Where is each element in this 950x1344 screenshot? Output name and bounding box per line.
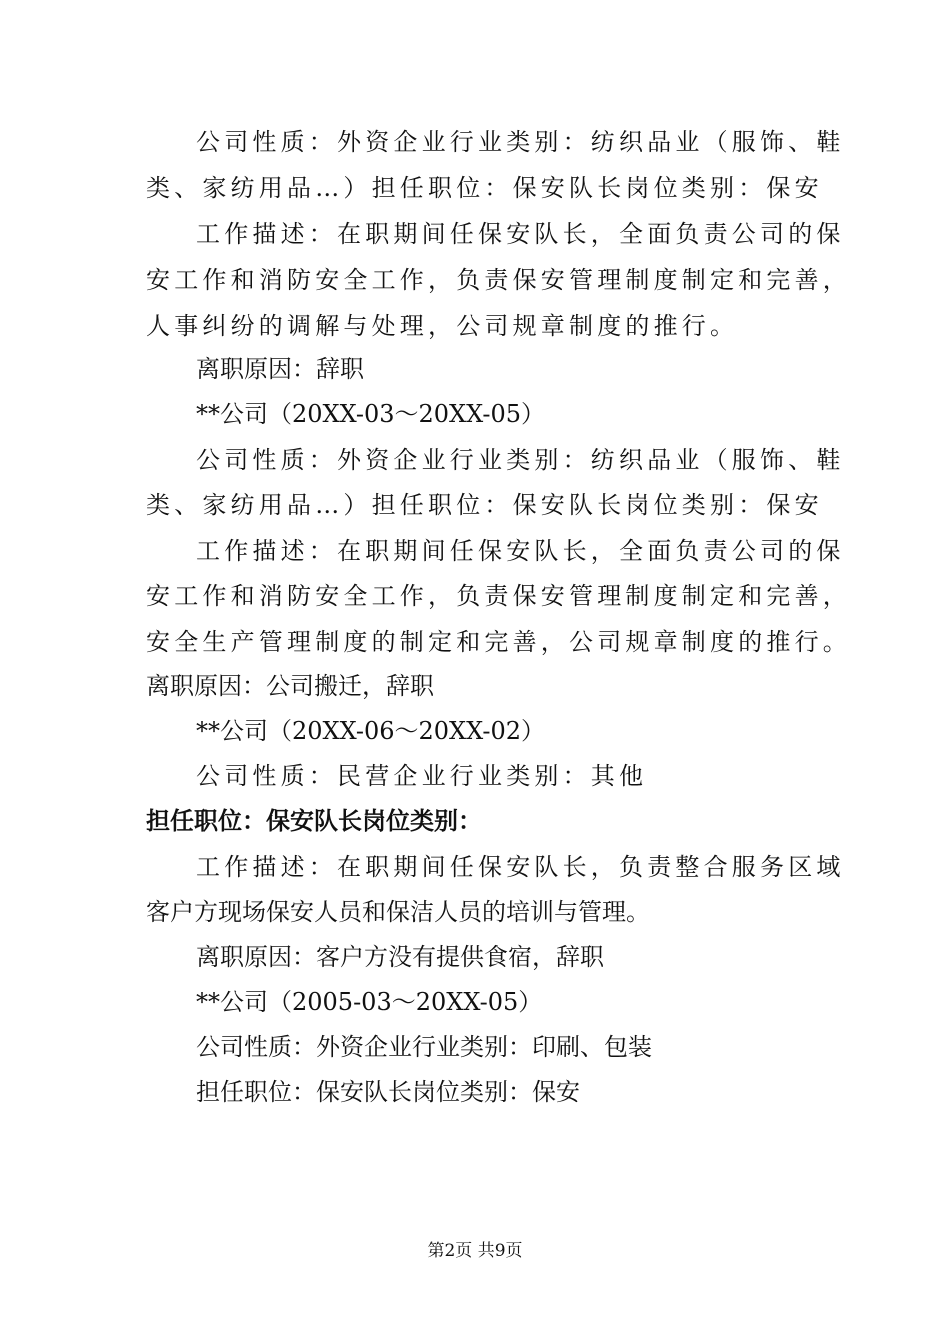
paragraph-line: **公司（20XX-03～20XX-05） — [196, 400, 546, 428]
paragraph-line: 离职原因：公司搬迁，辞职 — [146, 672, 434, 700]
paragraph-line: 安工作和消防安全工作，负责保安管理制度制定和完善， — [146, 266, 851, 294]
paragraph-line: **公司（20XX-06～20XX-02） — [196, 717, 546, 745]
paragraph-line: 工作描述：在职期间任保安队长，负责整合服务区域 — [196, 853, 845, 881]
paragraph-line: 类、家纺用品…）担任职位：保安队长岗位类别：保安 — [146, 491, 823, 519]
paragraph-line: **公司（2005-03～20XX-05） — [196, 988, 543, 1016]
paragraph-line: 安全生产管理制度的制定和完善，公司规章制度的推行。 — [146, 628, 851, 656]
paragraph-line: 工作描述：在职期间任保安队长，全面负责公司的保 — [196, 220, 845, 248]
paragraph-line: 担任职位：保安队长岗位类别：保安 — [196, 1078, 580, 1106]
paragraph-line: 工作描述：在职期间任保安队长，全面负责公司的保 — [196, 537, 845, 565]
paragraph-line: 客户方现场保安人员和保洁人员的培训与管理。 — [146, 898, 650, 926]
page-number-footer: 第2页 共9页 — [427, 1241, 523, 1261]
paragraph-line: 类、家纺用品…）担任职位：保安队长岗位类别：保安 — [146, 174, 823, 202]
paragraph-line: 安工作和消防安全工作，负责保安管理制度制定和完善， — [146, 582, 851, 610]
paragraph-line: 离职原因：辞职 — [196, 355, 364, 383]
bold-heading-line: 担任职位：保安队长岗位类别： — [146, 807, 482, 835]
paragraph-line: 公司性质：外资企业行业类别：纺织品业（服饰、鞋 — [196, 128, 845, 156]
paragraph-line: 离职原因：客户方没有提供食宿，辞职 — [196, 943, 604, 971]
paragraph-line: 公司性质：外资企业行业类别：印刷、包装 — [196, 1033, 652, 1061]
paragraph-line: 人事纠纷的调解与处理，公司规章制度的推行。 — [146, 312, 739, 340]
paragraph-line: 公司性质：民营企业行业类别：其他 — [196, 762, 648, 790]
paragraph-line: 公司性质：外资企业行业类别：纺织品业（服饰、鞋 — [196, 446, 845, 474]
